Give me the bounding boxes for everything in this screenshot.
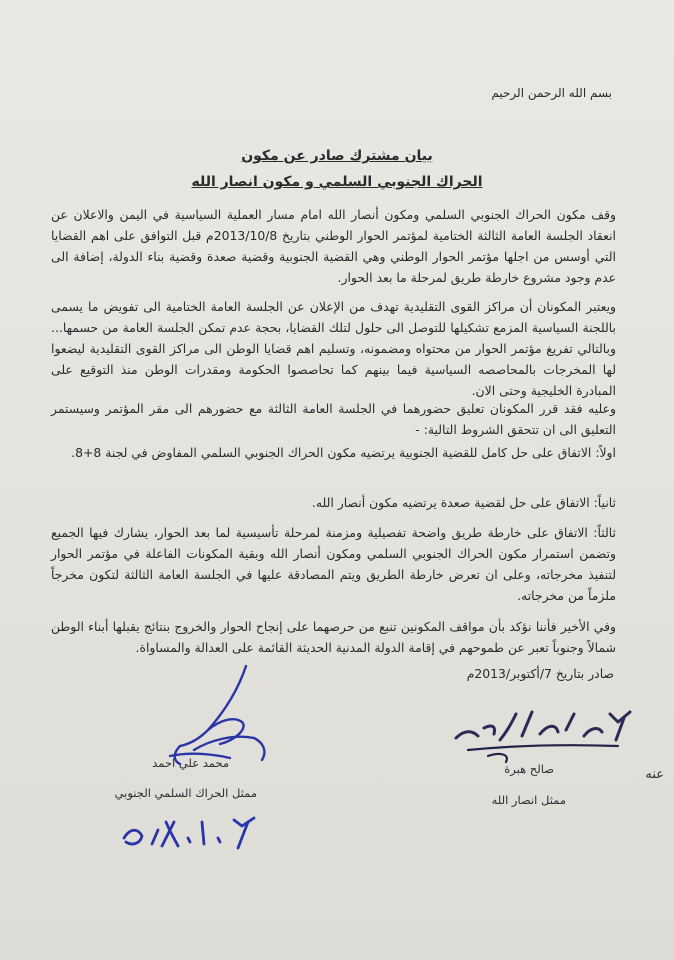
statement-title: بيان مشترك صادر عن مكون [241, 148, 433, 164]
signatory-left-name: محمد علي احمد [152, 756, 229, 770]
paragraph-intro: وقف مكون الحراك الجنوبي السلمي ومكون أنصار الله امام مسار العملية السياسية في اليمن والاعلان عن انعقاد الجلسة العامة الثالثة الختامية لمؤتمر الحوار الوطني بتاريخ 2013/10/8م قبل التوافق على اهم القضايا التي أوسس من اجلها مؤتمر الحوار الوطني وهي القضية الجنوبية وقضية صعدة وقضية بناء الدولة، إضافة الى عدم وجود مشروع خارطة طريق لمرحلة ما بعد الحوار. [51, 207, 616, 285]
paragraph-position: ويعتبر المكونان أن مراكز القوى التقليدية تهدف من الإعلان عن الجلسة العامة الختامية الى تفويض ما يسمى باللجنة السياسية المزمع تشكيلها للتوصل الى حلول لتلك القضايا، بحجة عدم تمكن الجلسة العامة من حسمها... وبالتالي تفريغ مؤتمر الحوار من محتواه ومضمونه، وتسليم اهم قضايا الوطن الى مراكز القوى التقليدية ليضعوا لها المخرجات بالمحاصصه السياسية فيما بينهم كما تحاصصوا الحكومة ومقدرات الوطن منذ التوقيع على المبادرة الخليجية وحتى الان. [51, 299, 616, 398]
condition-first: اولاً: الاتفاق على حل كامل للقضية الجنوبية يرتضيه مكون الحراك الجنوبي السلمي المفاوض في لجنة 8+8. [71, 445, 616, 460]
paragraph-closing: وفي الأخير فأننا نؤكد بأن مواقف المكونين تنبع من حرصهما على إنجاح الحوار والخروج بنتائج يقبلها أبناء الوطن شمالاً وجنوباً تعبر عن طموحهم في إقامة الدولة المدنية الحديثة القائمة على العدالة والمساواة. [51, 619, 616, 655]
signatory-right-role: ممثل انصار الله [491, 793, 566, 807]
issue-date: صادر بتاريخ 7/أكتوبر/2013م [466, 666, 614, 681]
paragraph-decision: وعليه فقد قرر المكونان تعليق حضورهما في الجلسة العامة الثالثة مع حضورهم الى مقر المؤتمر وسيستمر التعليق الى ان تتحقق الشروط التالية: - [51, 401, 616, 437]
handwritten-date-left [118, 808, 278, 858]
signature-left [150, 660, 300, 770]
condition-second: ثانياً: الاتفاق على حل لقضية صعدة يرتضيه مكون أنصار الله. [311, 495, 616, 510]
condition-third: ثالثاً: الاتفاق على خارطة طريق واضحة تفصيلية ومزمنة لمرحلة تأسيسية لما بعد الحوار، يشارك فيها الجميع وتضمن استمرار مكون الحراك الجنوبي السلمي ومكون أنصار الله وبقية المكونات الفاعلة في مؤتمر الحوار لتنفيذ مخرجاته، وعلى ان تعرض خارطة الطريق ويتم المصادقة عليها في الجلسة العامة الثالثة لتكون مخرجاً ملزماً من مخرجاته. [51, 525, 616, 603]
signatory-right-prefix: عنه [645, 767, 664, 782]
statement-subtitle: الحراك الجنوبي السلمي و مكون انصار الله [191, 174, 483, 190]
signatory-left-role: ممثل الحراك السلمي الجنوبي [114, 786, 257, 800]
handwritten-date-right [448, 700, 648, 770]
basmala: بسم الله الرحمن الرحيم [491, 86, 612, 100]
signatory-right-name: صالح هبرة [504, 762, 554, 776]
